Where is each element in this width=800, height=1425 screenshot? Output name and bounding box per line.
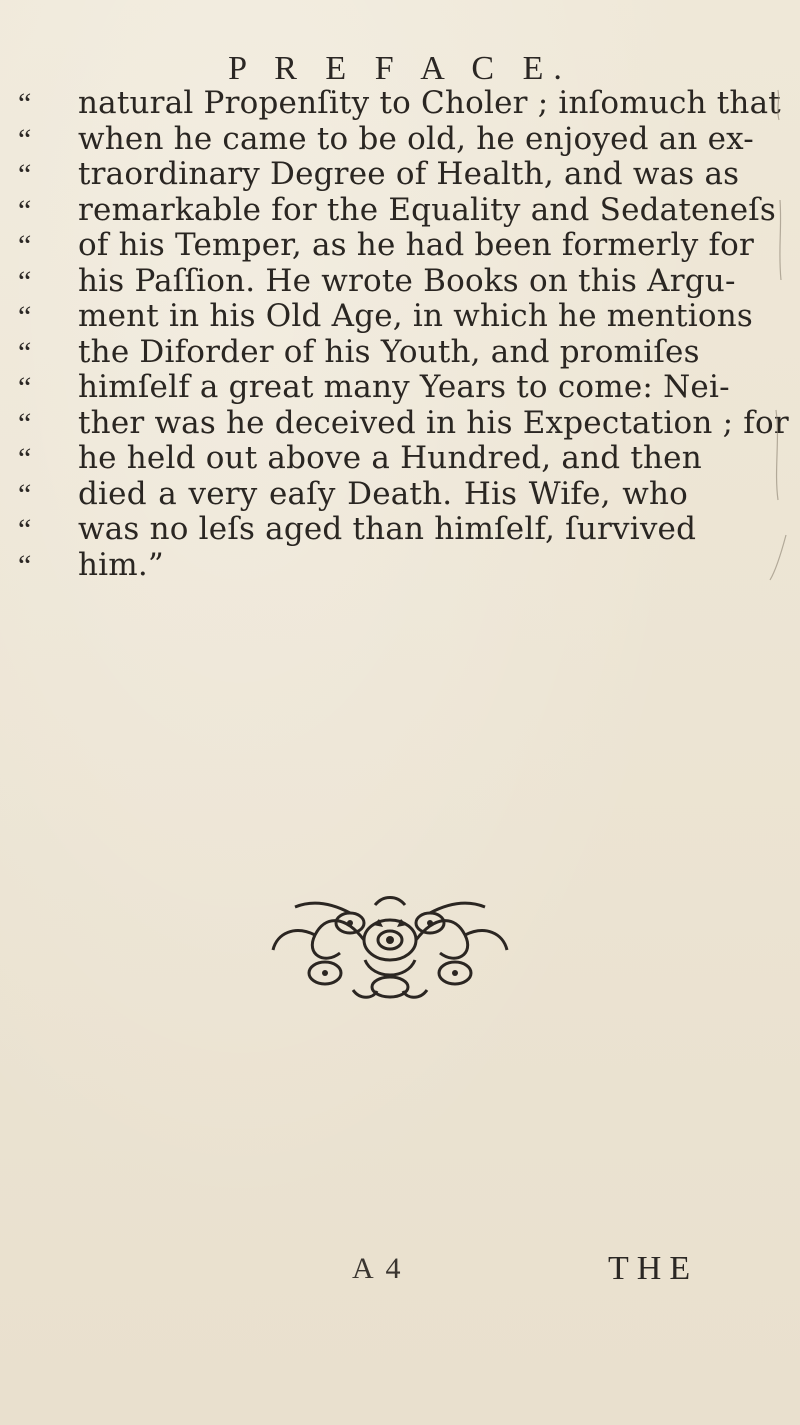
- text-line: [18, 440, 702, 477]
- quote-mark: “: [18, 300, 32, 333]
- line-text: himſelf a great many Years to come: Nei-: [78, 369, 730, 405]
- line-text: his Paſſion. He wrote Books on this Argu-: [78, 262, 736, 299]
- quote-mark: “: [18, 477, 32, 511]
- line-text: died a very eaſy Death. His Wife, who: [78, 475, 688, 512]
- line-text: was no leſs aged than himſelf, ſurvived: [78, 511, 697, 547]
- line-text: remarkable for the Equality and Sedateneſs: [78, 191, 777, 228]
- quote-mark: “: [18, 513, 32, 546]
- quote-mark: “: [18, 87, 32, 120]
- quote-mark: “: [18, 264, 32, 298]
- quote-mark: “: [18, 406, 32, 440]
- text-line: [18, 404, 789, 442]
- page-edge-bleed: [766, 80, 792, 600]
- line-text: him.”: [78, 546, 164, 583]
- line-text: the Diforder of his Youth, and promiſes: [78, 333, 700, 370]
- text-line: [18, 156, 740, 193]
- text-line: [18, 191, 777, 229]
- text-line: [18, 298, 754, 335]
- text-line: [18, 85, 781, 122]
- quote-mark: “: [18, 122, 32, 156]
- text-line: [18, 262, 736, 300]
- running-head: P R E F A C E.: [228, 50, 572, 87]
- quote-mark: “: [18, 371, 32, 404]
- line-text: traordinary Degree of Health, and was as: [78, 156, 740, 192]
- text-line: [18, 546, 688, 584]
- line-text: he held out above a Hundred, and then: [78, 440, 702, 476]
- text-block: [18, 85, 789, 583]
- text-line: [18, 120, 754, 158]
- quote-mark: “: [18, 548, 32, 582]
- catchword: THE: [608, 1250, 699, 1287]
- signature-mark: A 4: [352, 1252, 404, 1285]
- quote-mark: “: [18, 229, 32, 262]
- text-line: [18, 369, 730, 406]
- line-text: ment in his Old Age, in which he mentions: [78, 298, 754, 334]
- quote-mark: “: [18, 193, 32, 227]
- quote-mark: “: [18, 335, 32, 369]
- text-line: [18, 475, 688, 513]
- tailpiece-ornament-icon: [255, 895, 525, 1005]
- line-text: ther was he deceived in his Expectation ; for: [78, 404, 789, 441]
- text-line: [18, 511, 697, 548]
- quote-mark: “: [18, 158, 32, 191]
- line-text: when he came to be old, he enjoyed an ex-: [78, 120, 754, 157]
- text-line: [18, 227, 755, 264]
- text-line: [18, 333, 700, 371]
- line-text: of his Temper, as he had been formerly for: [78, 227, 755, 263]
- quote-mark: “: [18, 442, 32, 475]
- line-text: natural Propenſity to Choler ; inſomuch that: [78, 85, 781, 121]
